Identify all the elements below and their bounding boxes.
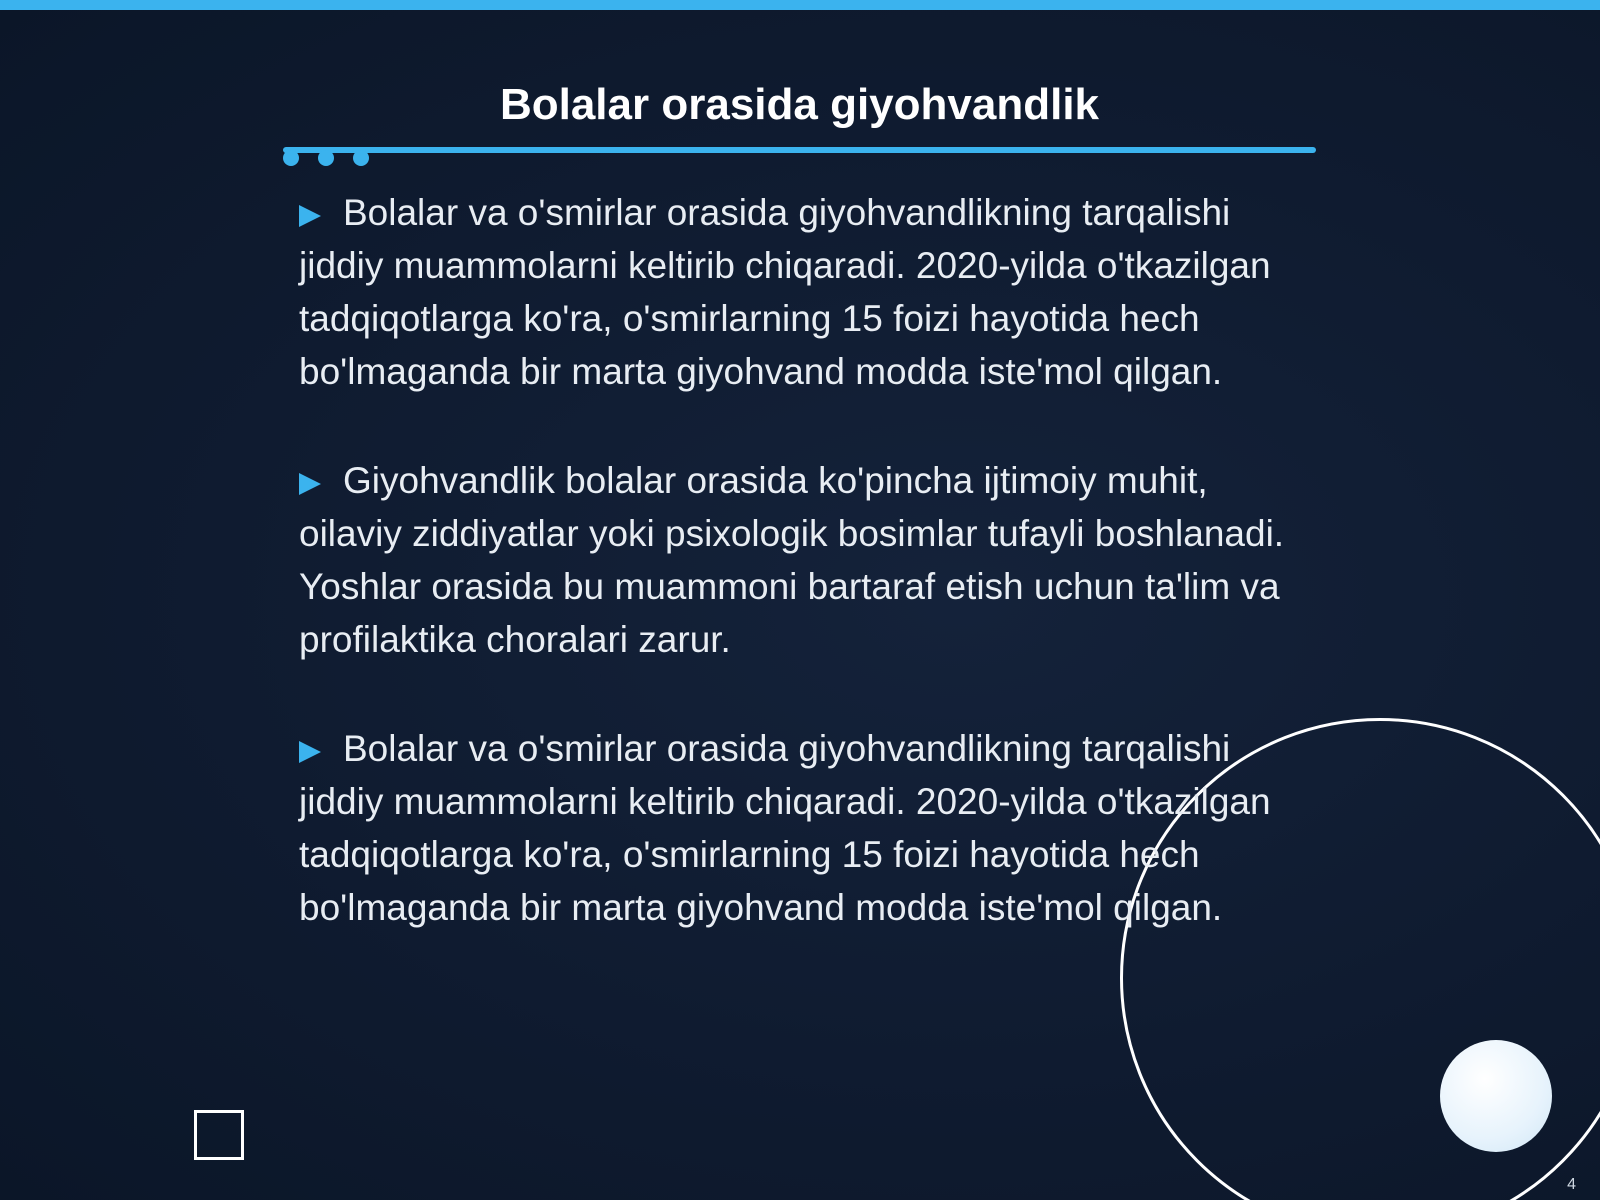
bullet-item: [299, 186, 1319, 398]
top-accent-bar: [0, 0, 1600, 10]
triangle-right-icon: [299, 741, 321, 763]
decorative-dot: [353, 150, 369, 166]
decorative-filled-circle: [1440, 1040, 1552, 1152]
decorative-square: [194, 1110, 244, 1160]
decorative-dot: [318, 150, 334, 166]
bullet-text: Giyohvandlik bolalar orasida ko'pincha ijtimoiy muhit, oilaviy ziddiyatlar yoki psixologik bosimlar tufayli boshlanadi. Yoshlar orasida bu muammoni bartaraf etish uchun ta'lim va profilaktika choralari zarur.: [299, 460, 1285, 660]
decorative-dot: [283, 150, 299, 166]
triangle-right-icon: [299, 473, 321, 495]
bullet-text: Bolalar va o'smirlar orasida giyohvandlikning tarqalishi jiddiy muammolarni keltirib chiqaradi. 2020-yilda o'tkazilgan tadqiqotlarga ko'ra, o'smirlarning 15 foizi hayotida hech bo'lmaganda bir marta giyohvand modda iste'mol qilgan.: [299, 728, 1271, 928]
bullet-item: [299, 454, 1319, 666]
bullet-text: Bolalar va o'smirlar orasida giyohvandlikning tarqalishi jiddiy muammolarni keltirib chiqaradi. 2020-yilda o'tkazilgan tadqiqotlarga ko'ra, o'smirlarning 15 foizi hayotida hech bo'lmaganda bir marta giyohvand modda iste'mol qilgan.: [299, 192, 1271, 392]
triangle-right-icon: [299, 205, 321, 227]
page-number: 4: [1567, 1176, 1576, 1193]
slide-title: Bolalar orasida giyohvandlik: [499, 80, 1100, 129]
bullet-item: [299, 722, 1319, 934]
title-underline: [283, 147, 1316, 153]
bullet-list: [299, 186, 1319, 990]
